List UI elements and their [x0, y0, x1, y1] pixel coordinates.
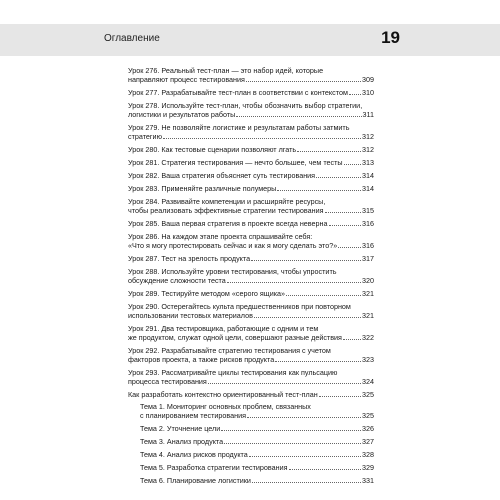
toc-entry-page: 314 — [362, 184, 374, 193]
toc-entry-line — [128, 311, 374, 320]
toc-entry-line — [128, 171, 374, 180]
toc-entry-title: Урок 292. Разрабатывайте стратегию тестирования с учетом — [128, 346, 331, 355]
toc-entry — [128, 463, 374, 472]
toc-entry — [128, 289, 374, 298]
toc-entry-page: 323 — [362, 355, 374, 364]
toc-entry — [128, 476, 374, 485]
toc-entry-page: 320 — [362, 276, 374, 285]
toc-entry-title: Тема 5. Разработка стратегии тестирования — [140, 463, 288, 472]
toc-entry-page: 312 — [362, 132, 374, 141]
toc-entry-line — [128, 101, 374, 110]
toc-entry-page: 316 — [362, 241, 374, 250]
toc-entry-line — [128, 333, 374, 342]
toc-entry — [128, 184, 374, 193]
table-of-contents — [128, 66, 374, 489]
toc-entry-page: 325 — [362, 390, 374, 399]
toc-entry — [128, 402, 374, 420]
dot-leader — [254, 316, 361, 318]
toc-entry-line — [128, 206, 374, 215]
toc-entry-line — [128, 368, 374, 377]
toc-entry-page: 314 — [362, 171, 374, 180]
toc-entry-line — [140, 437, 374, 446]
dot-leader — [343, 338, 361, 340]
toc-entry-title: Как разработать контекстно ориентированный тест-план — [128, 390, 318, 399]
toc-entry-title: Урок 293. Рассматривайте циклы тестирования как пульсацию — [128, 368, 338, 377]
toc-entry-page: 321 — [362, 289, 374, 298]
toc-entry — [128, 424, 374, 433]
toc-entry-title: Урок 290. Остерегайтесь культа предшественников при повторном — [128, 302, 351, 311]
toc-entry-title: Урок 283. Применяйте различные полумеры — [128, 184, 277, 193]
toc-entry — [128, 145, 374, 154]
toc-entry-title: с планированием тестирования — [140, 411, 247, 420]
dot-leader — [252, 481, 361, 483]
toc-entry-page: 311 — [362, 110, 374, 119]
toc-entry — [128, 324, 374, 342]
toc-entry-line — [128, 110, 374, 119]
toc-entry-page: 310 — [362, 88, 374, 97]
dot-leader — [289, 468, 361, 470]
toc-entry-page: 312 — [362, 145, 374, 154]
toc-entry-page: 328 — [362, 450, 374, 459]
dot-leader — [329, 224, 362, 226]
dot-leader — [247, 416, 361, 418]
toc-entry-title: Урок 288. Используйте уровни тестирования, чтобы упростить — [128, 267, 337, 276]
toc-entry-title: логистики и результатов работы — [128, 110, 236, 119]
toc-entry-title: использовании тестовых материалов — [128, 311, 253, 320]
toc-entry-page: 324 — [362, 377, 374, 386]
toc-entry-line — [128, 197, 374, 206]
toc-entry-title: Урок 284. Развивайте компетенции и расширяйте ресурсы, — [128, 197, 326, 206]
dot-leader — [325, 211, 361, 213]
toc-entry-page: 322 — [362, 333, 374, 342]
toc-entry-line — [140, 411, 374, 420]
toc-entry-title: процесса тестирования — [128, 377, 207, 386]
toc-entry-line — [140, 402, 374, 411]
toc-entry — [128, 158, 374, 167]
toc-entry-title: факторов проекта, а также рисков продукта — [128, 355, 275, 364]
toc-entry-title: направляют процесс тестирования — [128, 75, 245, 84]
toc-entry-title: стратегию — [128, 132, 162, 141]
toc-entry-title: Урок 280. Как тестовые сценарии позволяют лгать — [128, 145, 297, 154]
toc-entry — [128, 302, 374, 320]
toc-entry-title: Урок 291. Два тестировщика, работающие с одним и тем — [128, 324, 319, 333]
toc-entry-line — [128, 66, 374, 75]
toc-entry-page: 316 — [362, 219, 374, 228]
toc-entry-line — [128, 75, 374, 84]
dot-leader — [277, 189, 361, 191]
toc-entry-title: Тема 2. Уточнение цели — [140, 424, 221, 433]
dot-leader — [163, 137, 361, 139]
dot-leader — [316, 176, 361, 178]
toc-entry-line — [128, 232, 374, 241]
dot-leader — [246, 80, 361, 82]
toc-entry-page: 326 — [362, 424, 374, 433]
toc-entry-line — [128, 123, 374, 132]
toc-entry — [128, 437, 374, 446]
dot-leader — [221, 429, 361, 431]
dot-leader — [224, 442, 361, 444]
dot-leader — [275, 360, 361, 362]
toc-entry-line — [128, 184, 374, 193]
toc-entry — [128, 66, 374, 84]
toc-entry-line — [128, 88, 374, 97]
toc-entry-line — [128, 276, 374, 285]
toc-entry-line — [140, 463, 374, 472]
toc-entry-page: 331 — [362, 476, 374, 485]
toc-entry-line — [140, 450, 374, 459]
page-header — [0, 24, 500, 56]
dot-leader — [344, 163, 361, 165]
toc-entry — [128, 254, 374, 263]
toc-entry — [128, 101, 374, 119]
toc-entry-title: Тема 6. Планирование логистики — [140, 476, 251, 485]
toc-entry-page: 329 — [362, 463, 374, 472]
toc-entry-title: Тема 4. Анализ рисков продукта — [140, 450, 248, 459]
section-title: Оглавление — [104, 33, 160, 44]
toc-entry-title: обсуждение сложности теста — [128, 276, 226, 285]
dot-leader — [249, 455, 361, 457]
toc-entry — [128, 346, 374, 364]
dot-leader — [227, 281, 361, 283]
page-number: 19 — [381, 28, 400, 47]
toc-entry — [128, 390, 374, 399]
toc-entry-title: чтобы реализовать эффективные стратегии тестирования — [128, 206, 324, 215]
toc-entry-title: Тема 1. Мониторинг основных проблем, связанных — [140, 402, 311, 411]
toc-entry-line — [128, 377, 374, 386]
toc-entry — [128, 267, 374, 285]
toc-entry-line — [128, 289, 374, 298]
toc-entry-line — [128, 132, 374, 141]
toc-entry — [128, 232, 374, 250]
toc-entry-line — [128, 241, 374, 250]
toc-entry-line — [128, 267, 374, 276]
dot-leader — [319, 395, 361, 397]
toc-entry-title: же продуктом, служат одной цели, совершают разные действия — [128, 333, 342, 342]
dot-leader — [338, 246, 361, 248]
toc-entry-title: Урок 278. Используйте тест-план, чтобы обозначить выбор стратегии, — [128, 101, 363, 110]
toc-entry-line — [128, 219, 374, 228]
toc-entry-page: 325 — [362, 411, 374, 420]
toc-entry-line — [140, 424, 374, 433]
toc-entry-title: Тема 3. Анализ продукта — [140, 437, 224, 446]
toc-entry-line — [128, 390, 374, 399]
dot-leader — [208, 382, 361, 384]
toc-entry-title: Урок 279. Не позволяйте логистике и результатам работы затмить — [128, 123, 350, 132]
toc-entry-title: Урок 282. Ваша стратегия объясняет суть тестирования — [128, 171, 316, 180]
toc-entry-line — [128, 254, 374, 263]
toc-entry-line — [128, 346, 374, 355]
toc-entry — [128, 197, 374, 215]
toc-entry-line — [128, 324, 374, 333]
toc-entry — [128, 219, 374, 228]
toc-entry — [128, 450, 374, 459]
toc-entry-title: Урок 287. Тест на зрелость продукта — [128, 254, 251, 263]
toc-entry — [128, 123, 374, 141]
dot-leader — [297, 150, 361, 152]
toc-entry-title: Урок 277. Разрабатывайте тест-план в соответствии с контекстом — [128, 88, 348, 97]
toc-entry-title: «Что я могу протестировать сейчас и как я могу сделать это?» — [128, 241, 338, 250]
toc-entry — [128, 368, 374, 386]
dot-leader — [236, 115, 361, 117]
toc-entry-page: 313 — [362, 158, 374, 167]
toc-entry-line — [128, 302, 374, 311]
toc-entry-page: 321 — [362, 311, 374, 320]
toc-entry-title: Урок 289. Тестируйте методом «серого ящика» — [128, 289, 286, 298]
dot-leader — [349, 93, 361, 95]
toc-entry-title: Урок 281. Стратегия тестирования — нечто большее, чем тесты — [128, 158, 343, 167]
dot-leader — [286, 294, 361, 296]
toc-entry-line — [128, 158, 374, 167]
toc-entry-line — [140, 476, 374, 485]
toc-entry-page: 315 — [362, 206, 374, 215]
toc-entry — [128, 88, 374, 97]
toc-entry-title: Урок 285. Ваша первая стратегия в проекте всегда неверна — [128, 219, 328, 228]
toc-entry-line — [128, 355, 374, 364]
toc-entry — [128, 171, 374, 180]
toc-entry-title: Урок 286. На каждом этапе проекта спрашивайте себя: — [128, 232, 313, 241]
toc-entry-title: Урок 276. Реальный тест-план — это набор идей, которые — [128, 66, 324, 75]
toc-entry-line — [128, 145, 374, 154]
toc-entry-page: 327 — [362, 437, 374, 446]
dot-leader — [251, 259, 361, 261]
toc-entry-page: 309 — [362, 75, 374, 84]
toc-entry-page: 317 — [362, 254, 374, 263]
